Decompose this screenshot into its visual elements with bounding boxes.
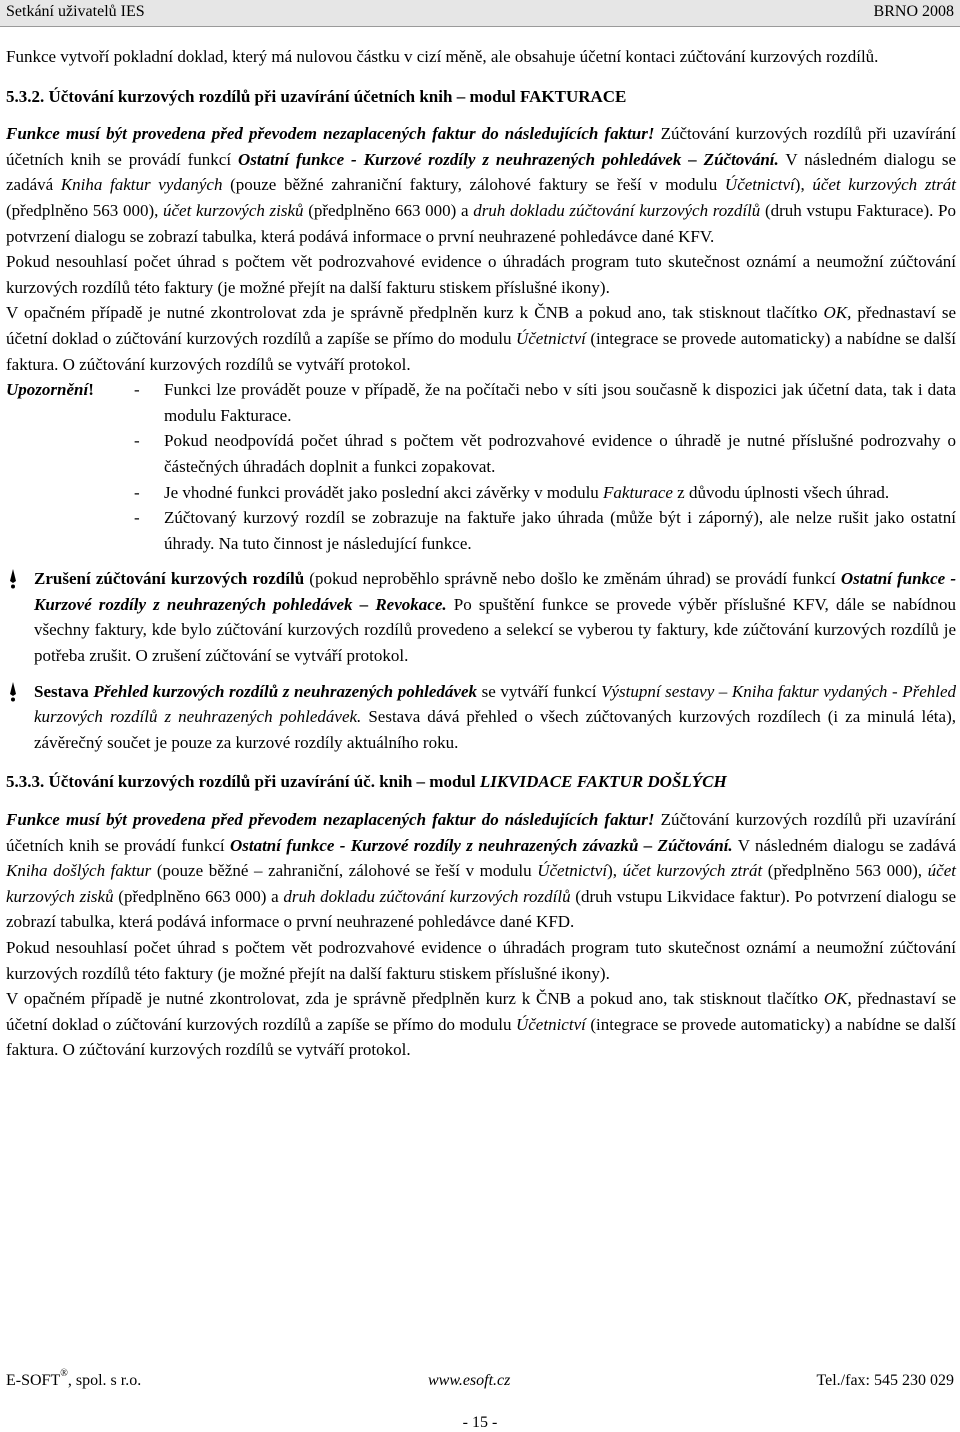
footer-company: E-SOFT®, spol. s r.o. — [6, 1368, 142, 1389]
footer-website-link[interactable]: www.esoft.cz — [428, 1372, 511, 1389]
paragraph-opacnem-2: V opačném případě je nutné zkontrolovat, zda je správně předplněn kurz k ČNB a pokud ano, tak stisknout tlačítko OK, přednastaví se účetní doklad o zúčtování kurzových rozdílů a zapíše se přímo do modulu Účetnictví (integrace se provede automaticky) a nabídne se další faktura. O zúčtování kurzových rozdílů se vytváří protokol. — [6, 989, 956, 1060]
warning-item: Upozornění! - Funkci lze provádět pouze v případě, že na počítači nebo v síti jsou současně k dispozici jak účetní data, tak i data modulu Fakturace. — [6, 377, 956, 428]
page-number: - 15 - — [462, 1414, 498, 1431]
exclamation-bullet-icon — [6, 682, 20, 702]
page-header — [0, 0, 960, 27]
warning-item: - Zúčtovaný kurzový rozdíl se zobrazuje na faktuře jako úhrada (může být i záporný), ale nelze rušit jako ostatní úhrady. Na tuto činnost je následující funkce. — [134, 508, 956, 553]
warning-item: - Je vhodné funkci provádět jako poslední akci závěrky v modulu Fakturace z důvodu úplnosti všech úhrad. — [134, 482, 890, 502]
paragraph-intro: Funkce vytvoří pokladní doklad, který má nulovou částku v cizí měně, ale obsahuje účetní kontaci zúčtování kurzových rozdílů. — [6, 47, 879, 66]
paragraph-opacnem: V opačném případě je nutné zkontrolovat zda je správně předplněn kurz k ČNB a pokud ano, tak stisknout tlačítko OK, přednastaví se účetní doklad o zúčtování kurzových rozdílů a zapíše se přímo do modulu Účetnictví (integrace se provede automaticky) a nabídne se další faktura. O zúčtování kurzových rozdílů se vytváří protokol. — [6, 303, 956, 374]
section-heading-533: 5.3.3. Účtování kurzových rozdílů při uzavírání úč. knih – modul LIKVIDACE FAKTUR DOŠLÝCH — [6, 772, 727, 792]
warning-item: - Pokud neodpovídá počet úhrad s počtem vět podrozvahové evidence o úhradě je nutné příslušné podrozvahy o částečných úhradách doplnit a funkci zopakovat. — [134, 431, 956, 476]
header-location: BRNO 2008 — [873, 3, 954, 20]
paragraph-nesouhlas-2: Pokud nesouhlasí počet úhrad s počtem vět podrozvahové evidence o úhradách program tuto skutečnost oznámí a neumožní zúčtování kurzových rozdílů této faktury (je možné přejít na další fakturu stiskem příslušné ikony). — [6, 938, 956, 983]
warning-label: Upozornění! — [6, 380, 94, 400]
paragraph-532: Funkce musí být provedena před převodem nezaplacených faktur do následujících faktur! Zúčtování kurzových rozdílů při uzavírání účetních knih se provádí funkcí Ostatní funkce - Kurzové rozdíly z neuhrazených pohledávek – Zúčtování. V následném dialogu se zadává Kniha faktur vydaných (pouze běžné zahraniční faktury, zálohové faktury se řeší v modulu Účetnictví), účet kurzových ztrát (předplněno 563 000), účet kurzových zisků (předplněno 663 000) a druh dokladu zúčtování kurzových rozdílů (druh vstupu Fakturace). Po potvrzení dialogu se zobrazí tabulka, která podává informace o první neuhrazené pohledávce dané KFV. — [6, 124, 957, 246]
paragraph-533: Funkce musí být provedena před převodem nezaplacených faktur do následujících faktur! Zúčtování kurzových rozdílů při uzavírání účetních knih se provádí funkcí Ostatní funkce - Kurzové rozdíly z neuhrazených závazků – Zúčtování. V následném dialogu se zadává Kniha došlých faktur (pouze běžné – zahraniční, zálohové se řeší v modulu Účetnictví), účet kurzových ztrát (předplněno 563 000), účet kurzových zisků (předplněno 663 000) a druh dokladu zúčtování kurzových rozdílů (druh vstupu Likvidace faktur). Po potvrzení dialogu se zobrazí tabulka, která podává informace o první neuhrazené pohledávce dané KFD. — [6, 810, 957, 932]
header-title: Setkání uživatelů IES — [6, 3, 145, 20]
footer-phone: Tel./fax: 545 230 029 — [816, 1372, 954, 1389]
bullet-revokace: Zrušení zúčtování kurzových rozdílů (pokud neproběhlo správně nebo došlo ke změnám úhrad) se provádí funkcí Ostatní funkce - Kurzové rozdíly z neuhrazených pohledávek – Revokace. Po spuštění funkce se provede výběr příslušné KFV, dále se nabídnou všechny faktury, kde bylo zúčtování kurzových rozdílů provedeno a selekcí se vyberou ty faktury, kde zúčtování kurzových rozdílů je potřeba zrušit. O zrušení zúčtování se vytváří protokol. — [6, 566, 956, 668]
paragraph-nesouhlas: Pokud nesouhlasí počet úhrad s počtem vět podrozvahové evidence o úhradách program tuto skutečnost oznámí a neumožní zúčtování kurzových rozdílů této faktury (je možné přejít na další fakturu stiskem příslušné ikony). — [6, 252, 956, 297]
section-heading-532: 5.3.2. Účtování kurzových rozdílů při uzavírání účetních knih – modul FAKTURACE — [6, 86, 627, 106]
page-footer — [0, 1368, 960, 1432]
document-body — [6, 44, 956, 1063]
bullet-sestava: Sestava Přehled kurzových rozdílů z neuhrazených pohledávek se vytváří funkcí Výstupní sestavy – Kniha faktur vydaných - Přehled kurzových rozdílů z neuhrazených pohledávek. Sestava dává přehled o všech zúčtovaných kurzových rozdílech (i za minulá léta), závěrečný součet je pouze za kurzové rozdíly aktuálního roku. — [6, 679, 956, 756]
exclamation-bullet-icon — [6, 569, 20, 589]
warning-block — [6, 377, 956, 556]
